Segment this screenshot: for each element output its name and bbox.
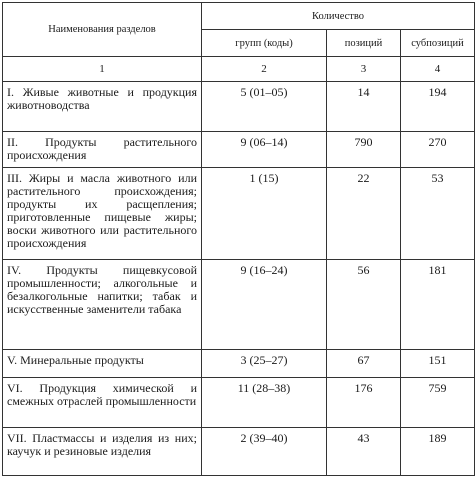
section-name-cell: II. Продукты растительного происхождения <box>3 132 202 168</box>
subpositions-cell: 181 <box>401 260 475 350</box>
positions-cell: 56 <box>327 260 401 350</box>
table-row <box>3 260 475 350</box>
column-number-3: 3 <box>327 57 401 82</box>
table-row <box>3 350 475 378</box>
table-row <box>3 132 475 168</box>
header-positions-col: позиций <box>327 30 401 57</box>
subpositions-cell: 53 <box>401 168 475 260</box>
groups-cell: 2 (39–40) <box>202 428 327 476</box>
groups-cell: 9 (06–14) <box>202 132 327 168</box>
column-number-4: 4 <box>401 57 475 82</box>
subpositions-cell: 189 <box>401 428 475 476</box>
header-row-top <box>3 3 475 30</box>
header-name-col: Наименования разделов <box>3 3 202 57</box>
column-number-row <box>3 57 475 82</box>
section-name-cell: I. Живые животные и продукция животноводства <box>3 82 202 132</box>
groups-cell: 3 (25–27) <box>202 350 327 378</box>
subpositions-cell: 194 <box>401 82 475 132</box>
header-quantity: Количество <box>202 3 475 30</box>
table-row <box>3 168 475 260</box>
table-row <box>3 82 475 132</box>
positions-cell: 176 <box>327 378 401 428</box>
groups-cell: 11 (28–38) <box>202 378 327 428</box>
section-name-cell: VI. Продукция химической и смежных отраслей промышленности <box>3 378 202 428</box>
positions-cell: 790 <box>327 132 401 168</box>
table-row <box>3 428 475 476</box>
section-name-cell: III. Жиры и масла животного или растительного происхождения; продукты их расщепления; приготовленные пищевые жиры; воски животного или растительного происхождения <box>3 168 202 260</box>
positions-cell: 14 <box>327 82 401 132</box>
groups-cell: 9 (16–24) <box>202 260 327 350</box>
positions-cell: 43 <box>327 428 401 476</box>
sections-table <box>2 2 475 476</box>
subpositions-cell: 151 <box>401 350 475 378</box>
positions-cell: 22 <box>327 168 401 260</box>
header-subpositions-col: субпозиций <box>401 30 475 57</box>
column-number-2: 2 <box>202 57 327 82</box>
section-name-cell: IV. Продукты пищевкусовой промышленности; алкогольные и безалкогольные напитки; табак и искусственные заменители табака <box>3 260 202 350</box>
groups-cell: 5 (01–05) <box>202 82 327 132</box>
table-row <box>3 378 475 428</box>
column-number-1: 1 <box>3 57 202 82</box>
header-groups-col: групп (коды) <box>202 30 327 57</box>
groups-cell: 1 (15) <box>202 168 327 260</box>
positions-cell: 67 <box>327 350 401 378</box>
section-name-cell: VII. Пластмассы и изделия из них; каучук и резиновые изделия <box>3 428 202 476</box>
subpositions-cell: 759 <box>401 378 475 428</box>
subpositions-cell: 270 <box>401 132 475 168</box>
section-name-cell: V. Минеральные продукты <box>3 350 202 378</box>
